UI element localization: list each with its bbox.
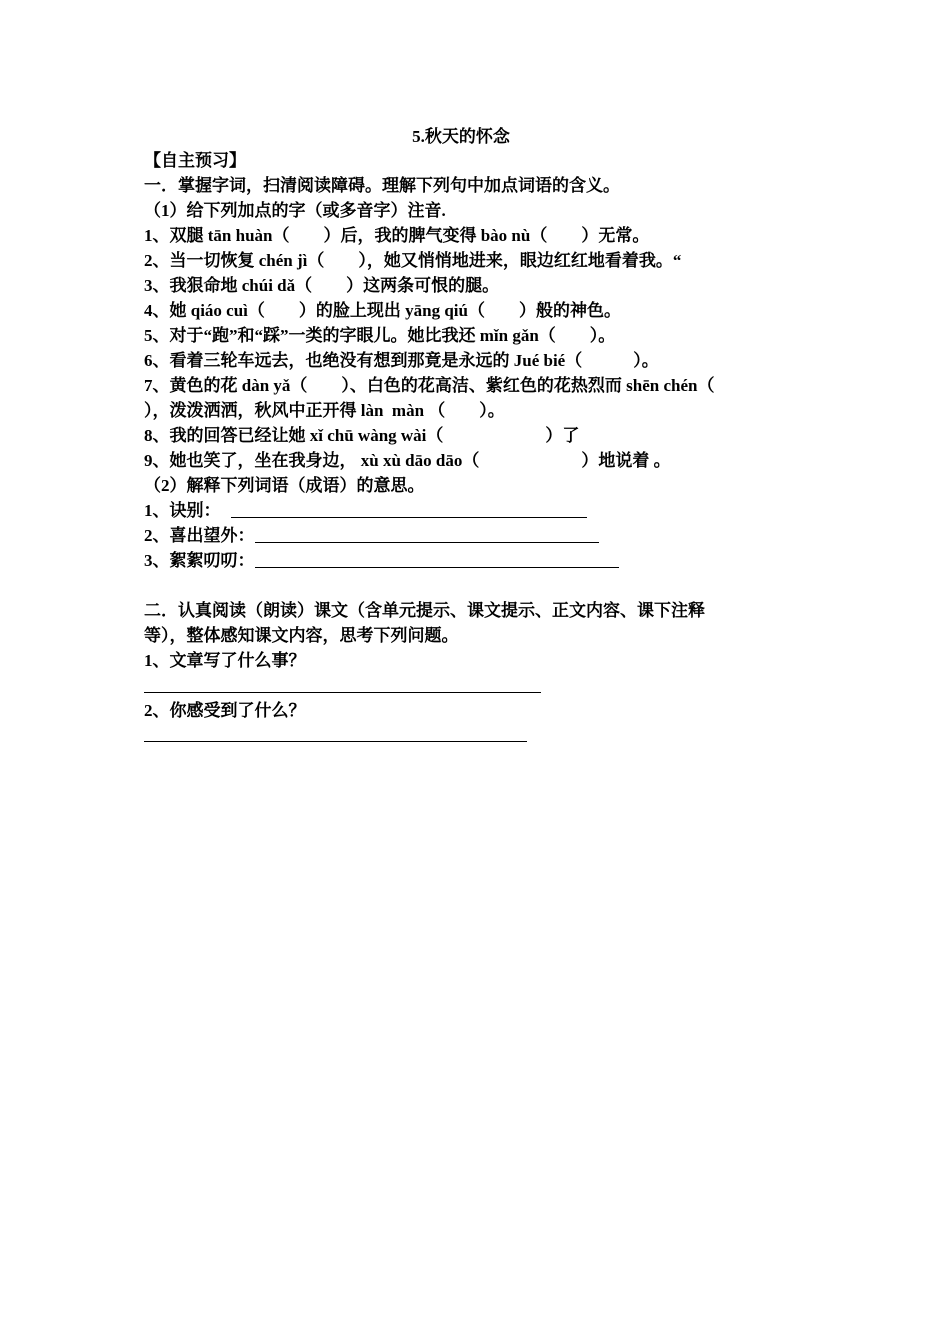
question-2: 2、你感受到了什么？ <box>144 701 306 720</box>
define-label-1: 1、诀别： <box>144 501 221 520</box>
pinyin-item-2: 2、当一切恢复 chén jì（ ），她又悄悄地进来，眼边红红地看着我。“ <box>144 251 682 270</box>
part1-heading: 一．掌握字词，扫清阅读障碍。理解下列句中加点词语的含义。 <box>144 176 620 195</box>
part1-sub2: （2）解释下列词语（成语）的意思。 <box>144 476 425 495</box>
answer-blank-3[interactable] <box>255 551 619 568</box>
part2-heading-2: 等），整体感知课文内容，思考下列问题。 <box>144 626 459 645</box>
section-preview-heading: 【自主预习】 <box>144 151 246 170</box>
answer-line-q1[interactable] <box>144 692 541 693</box>
pinyin-item-4: 4、她 qiáo cuì（ ）的脸上现出 yāng qiú（ ）般的神色。 <box>144 301 621 320</box>
part1-sub1: （1）给下列加点的字（或多音字）注音. <box>144 201 446 220</box>
question-1: 1、文章写了什么事？ <box>144 651 306 670</box>
pinyin-item-9: 9、她也笑了，坐在我身边， xù xù dāo dāo（ ）地说着 。 <box>144 451 671 470</box>
part2-heading-1: 二．认真阅读（朗读）课文（含单元提示、课文提示、正文内容、课下注释 <box>144 601 705 620</box>
answer-line-q2[interactable] <box>144 741 527 742</box>
define-row-1 <box>144 499 587 523</box>
pinyin-item-5: 5、对于“跑”和“踩”一类的字眼儿。她比我还 mǐn gǎn（ ）。 <box>144 326 616 345</box>
define-label-3: 3、絮絮叨叨： <box>144 551 255 570</box>
pinyin-item-1: 1、双腿 tān huàn（ ）后，我的脾气变得 bào nù（ ）无常。 <box>144 226 650 245</box>
pinyin-item-7-cont: ），泼泼洒洒，秋风中正开得 làn màn （ ）。 <box>144 401 505 420</box>
define-row-2 <box>144 524 599 548</box>
page-title: 5.秋天的怀念 <box>412 127 510 146</box>
pinyin-item-8: 8、我的回答已经让她 xǐ chū wàng wài（ ）了 <box>144 426 580 445</box>
answer-blank-2[interactable] <box>255 526 599 543</box>
pinyin-item-6: 6、看着三轮车远去，也绝没有想到那竟是永远的 Jué bié（ ）。 <box>144 351 659 370</box>
answer-blank-1[interactable] <box>231 501 587 518</box>
define-label-2: 2、喜出望外： <box>144 526 255 545</box>
pinyin-item-7: 7、黄色的花 dàn yǎ（ ）、白色的花高洁、紫红色的花热烈而 shēn chén（ <box>144 376 715 395</box>
pinyin-item-3: 3、我狠命地 chúi dǎ（ ）这两条可恨的腿。 <box>144 276 500 295</box>
define-row-3 <box>144 549 619 573</box>
